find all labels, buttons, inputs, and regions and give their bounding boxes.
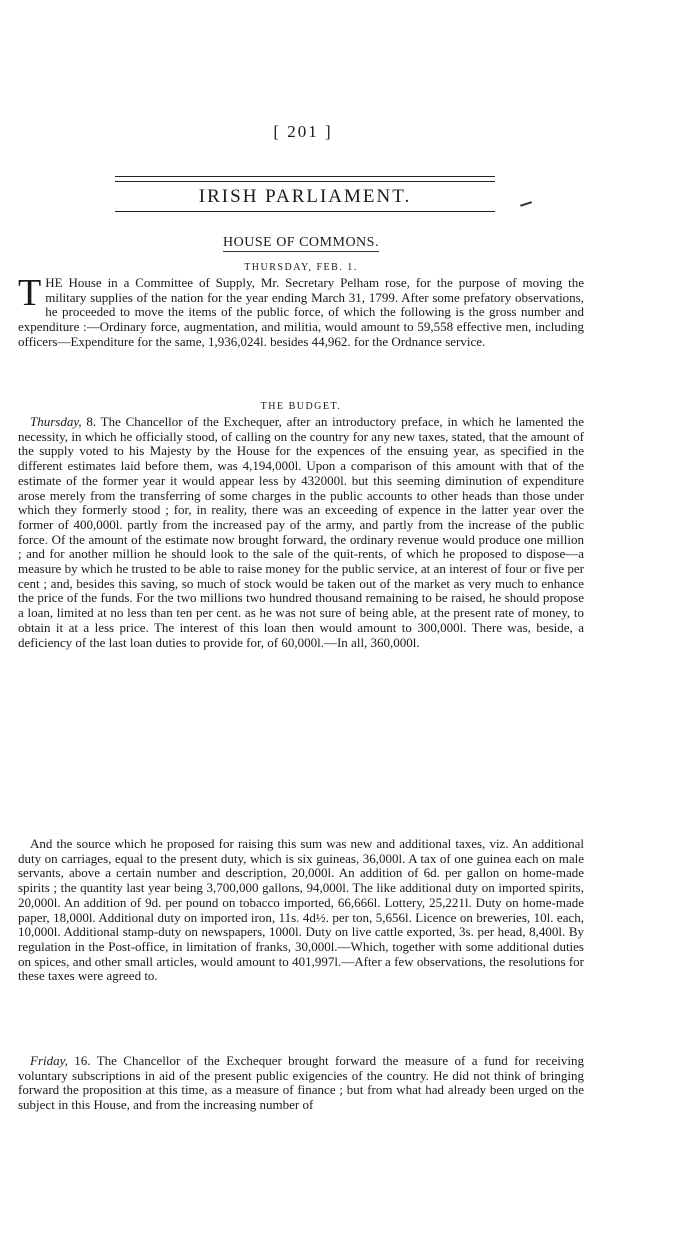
paragraph-taxes xyxy=(18,837,584,984)
house-heading-text: HOUSE OF COMMONS. xyxy=(223,235,379,250)
section-title: IRISH PARLIAMENT. xyxy=(198,186,412,207)
paragraph-subscriptions xyxy=(18,1054,584,1113)
paragraph-supply-text: HE House in a Committee of Supply, Mr. Secretary Pelham rose, for the purpose of moving the military supplies of the nation for the year ending March 31, 1799. After some prefatory observations, he proceeded to move the items of the public force, of which the following is the gross number and expenditure :—Ordinary force, augmentation, and militia, would amount to 59,558 effective men, including officers—Expenditure for the same, 1,936,024l. besides 44,962. for the Ordnance service. xyxy=(18,275,584,349)
header-rule-top-double xyxy=(115,181,495,182)
paragraph-supply xyxy=(18,272,584,350)
paragraph-budget-lead: Thursday, xyxy=(30,414,82,429)
house-heading xyxy=(18,235,584,251)
budget-heading: THE BUDGET. xyxy=(260,401,342,412)
date-heading: THURSDAY, FEB. 1. xyxy=(244,262,358,273)
header-rule-bottom xyxy=(115,211,495,212)
paragraph-budget xyxy=(18,415,584,650)
drop-cap: T xyxy=(18,272,42,314)
paragraph-subscriptions-text: 16. The Chancellor of the Exchequer brought forward the measure of a fund for receiving voluntary subscriptions in aid of the present public exigencies of the country. He did not think of bringing forward the proposition at this time, as a measure of finance ; but from what had already been urged on the subject in this House, and from the increasing number of xyxy=(18,1053,584,1113)
paragraph-taxes-text: And the source which he proposed for raising this sum was new and additional taxes, viz. An additional duty on carriages, equal to the present duty, which is six guineas, 36,000l. A tax of one guinea each on male servants, above a certain number and description, 20,000l. An addition of 6d. per gallon on home-made spirits ; the quantity last year being 3,700,000 gallons, 94,000l. The like additional duty on imported spirits, 20,000l. An addition of 9d. per pound on tobacco imported, 66,666l. Lottery, 25,221l. Duty on home-made paper, 18,000l. Additional duty on imported iron, 11s. 4d½. per ton, 5,656l. Licence on breweries, 10l. each, 10,000l. Additional stamp-duty on newspapers, 1000l. Duty on live cattle exported, 3s. per head, 8,400l. By regulation in the Post-office, in limitation of franks, 30,000l.—Which, together with some additional duties on spices, and other small articles, would amount to 401,997l.—After a few observations, the resolutions for these taxes were agreed to. xyxy=(18,836,584,984)
ink-mark xyxy=(520,201,532,207)
document-page xyxy=(18,0,584,1256)
paragraph-subscriptions-lead: Friday, xyxy=(30,1053,68,1068)
paragraph-budget-text: 8. The Chancellor of the Exchequer, after an introductory preface, in which he lamented the necessity, in which he officially stood, of calling on the country for any new taxes, stated, that the amount of the supply voted to his Majesty by the House for the expences of the ensuing year, as specified in the different estimates laid before them, was 4,194,000l. Upon a comparison of this amount with that of the estimate of the former year it would appear less by 432000l. but this seeming diminution of expenditure arose merely from the transferring of some charges in the public accounts to other heads than those under which they formerly stood ; for, in reality, there was an exceeding of expence in the latter year over the former of 400,000l. partly from the increased pay of the army, and partly from the increase of the public force. Of the amount of the estimate now brought forward, the ordinary revenue would produce one million ; and for another million he should look to the sale of the quit-rents, of which he proposed to dispose—a measure by which he trusted to be able to raise money for the public service, at an interest of four or five per cent ; and, besides this saving, so much of stock would be taken out of the market as very much to enhance the price of the funds. For the two millions two hundred thousand remaining to be raised, he should propose a loan, limited at no less than ten per cent. as he was not sure of being able, at the present rate of money, to obtain it at a less price. The interest of this loan then would amount to 300,000l. There was, beside, a deficiency of the last loan duties to provide for, of 60,000l.—In all, 360,000l. xyxy=(18,414,584,650)
header-rule-top xyxy=(115,176,495,177)
page-number: [ 201 ] xyxy=(273,122,333,141)
